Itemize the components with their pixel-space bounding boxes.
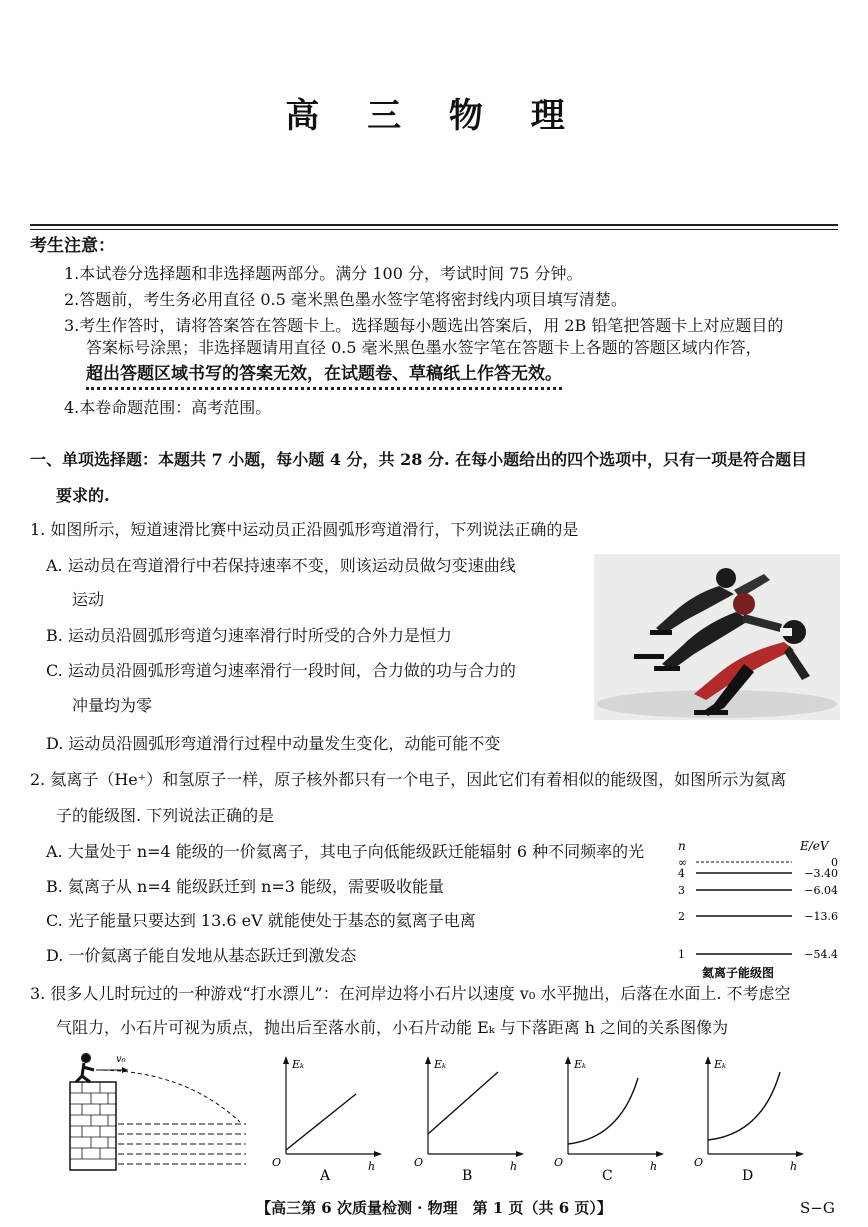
x-axis-label: h: [790, 1160, 798, 1173]
notice-heading: 考生注意：: [30, 236, 115, 256]
option-letter: C: [602, 1168, 613, 1184]
energy-unit-label: E/eV: [800, 839, 829, 853]
speed-skating-photo: [594, 554, 840, 720]
q2-stem-cont: 子的能级图. 下列说法正确的是: [56, 806, 275, 825]
origin-label: O: [694, 1156, 704, 1169]
v0-label: v₀: [116, 1054, 126, 1065]
graph-option-a: [268, 1054, 388, 1186]
q2-option-b: B. 氦离子从 n=4 能级跃迁到 n=3 能级，需要吸收能量: [46, 877, 445, 896]
notice-item: 答案标号涂黑；非选择题请用直径 0.5 毫米黑色墨水签字笔在答题卡上各题的答题区域内作答，: [86, 338, 762, 357]
level-energy: −13.6: [804, 910, 838, 923]
level-number: 4: [678, 867, 685, 880]
level-number: 2: [678, 910, 685, 923]
q1-option-a: A. 运动员在弯道滑行中若保持速率不变，则该运动员做匀变速曲线: [46, 556, 516, 575]
q3-stem-cont: 气阻力，小石片可视为质点，抛出后至落水前，小石片动能 Eₖ 与下落距离 h 之间的关系图像为: [56, 1018, 729, 1037]
ek-curve: [708, 1072, 780, 1140]
origin-label: O: [414, 1156, 424, 1169]
ek-curve: [568, 1078, 638, 1144]
x-axis-label: h: [510, 1160, 518, 1173]
level-energy: 0: [831, 856, 838, 869]
q1-option-c-cont: 冲量均为零: [72, 696, 153, 715]
option-letter: B: [462, 1168, 473, 1184]
q3-stem: 3. 很多人儿时玩过的一种游戏“打水漂儿”：在河岸边将小石片以速度 v₀ 水平抛出，后落在水面上. 不考虑空: [30, 984, 791, 1003]
notice-item: 2.答题前，考生务必用直径 0.5 毫米黑色墨水签字笔将密封线内项目填写清楚。: [64, 290, 627, 309]
q1-option-a-cont: 运动: [72, 590, 105, 609]
section-heading: 一、单项选择题：本题共 7 小题，每小题 4 分，共 28 分. 在每小题给出的四个选项中，只有一项是符合题目: [30, 450, 808, 469]
q2-option-c: C. 光子能量只要达到 13.6 eV 就能使处于基态的氦离子电离: [46, 911, 476, 930]
q1-stem: 1. 如图所示，短道速滑比赛中运动员正沿圆弧形弯道滑行，下列说法正确的是: [30, 520, 579, 539]
graph-option-c: [550, 1054, 670, 1186]
origin-label: O: [272, 1156, 282, 1169]
q2-option-a: A. 大量处于 n=4 能级的一价氦离子，其电子向低能级跃迁能辐射 6 种不同频率的光: [46, 842, 645, 861]
header-rule-thin: [30, 229, 838, 230]
option-letter: A: [320, 1168, 331, 1184]
notice-item: 4.本卷命题范围：高考范围。: [64, 398, 272, 417]
q2-stem: 2. 氦离子（He⁺）和氢原子一样，原子核外都只有一个电子，因此它们有着相似的能级图，如图所示为氦离: [30, 770, 787, 789]
diagram-caption: 氦离子能级图: [702, 966, 775, 980]
y-axis-label: Eₖ: [292, 1058, 305, 1071]
level-energy: −6.04: [804, 884, 838, 897]
x-axis-label: h: [368, 1160, 376, 1173]
q1-option-d: D. 运动员沿圆弧形弯道滑行过程中动量发生变化，动能可能不变: [46, 734, 501, 753]
section-heading-cont: 要求的.: [56, 486, 110, 505]
notice-item: 3.考生作答时，请将答案答在答题卡上。选择题每小题选出答案后，用 2B 铅笔把答题卡上对应题目的: [64, 316, 784, 335]
level-energy: −3.40: [804, 867, 838, 880]
q1-option-b: B. 运动员沿圆弧形弯道匀速率滑行时所受的合外力是恒力: [46, 626, 452, 645]
origin-label: O: [554, 1156, 564, 1169]
page-title: 高 三 物 理: [285, 96, 583, 136]
graph-option-d: [690, 1054, 810, 1186]
y-axis-label: Eₖ: [714, 1058, 727, 1071]
y-axis-label: Eₖ: [434, 1058, 447, 1071]
n-label: n: [678, 839, 686, 853]
x-axis-label: h: [650, 1160, 658, 1173]
header-rule: [30, 224, 838, 226]
q1-option-c: C. 运动员沿圆弧形弯道匀速率滑行一段时间，合力做的功与合力的: [46, 661, 516, 680]
graph-option-b: [410, 1054, 530, 1186]
option-letter: D: [742, 1168, 754, 1184]
page-footer: 【高三第 6 次质量检测 · 物理 第 1 页（共 6 页）】: [256, 1199, 612, 1217]
q2-option-d: D. 一价氦离子能自发地从基态跃迁到激发态: [46, 946, 357, 965]
ek-curve: [286, 1094, 356, 1150]
page-code: S−G: [800, 1199, 835, 1217]
stone-skipping-figure: [64, 1046, 250, 1172]
ek-curve: [428, 1072, 498, 1134]
energy-level-diagram: [672, 836, 842, 981]
level-number: 3: [678, 884, 685, 897]
notice-item: 1.本试卷分选择题和非选择题两部分。满分 100 分，考试时间 75 分钟。: [64, 264, 583, 283]
level-energy: −54.4: [804, 948, 838, 961]
notice-item-emphasis: 超出答题区域书写的答案无效，在试题卷、草稿纸上作答无效。: [86, 364, 562, 390]
level-number: ∞: [678, 856, 688, 869]
level-number: 1: [678, 948, 685, 961]
y-axis-label: Eₖ: [574, 1058, 587, 1071]
